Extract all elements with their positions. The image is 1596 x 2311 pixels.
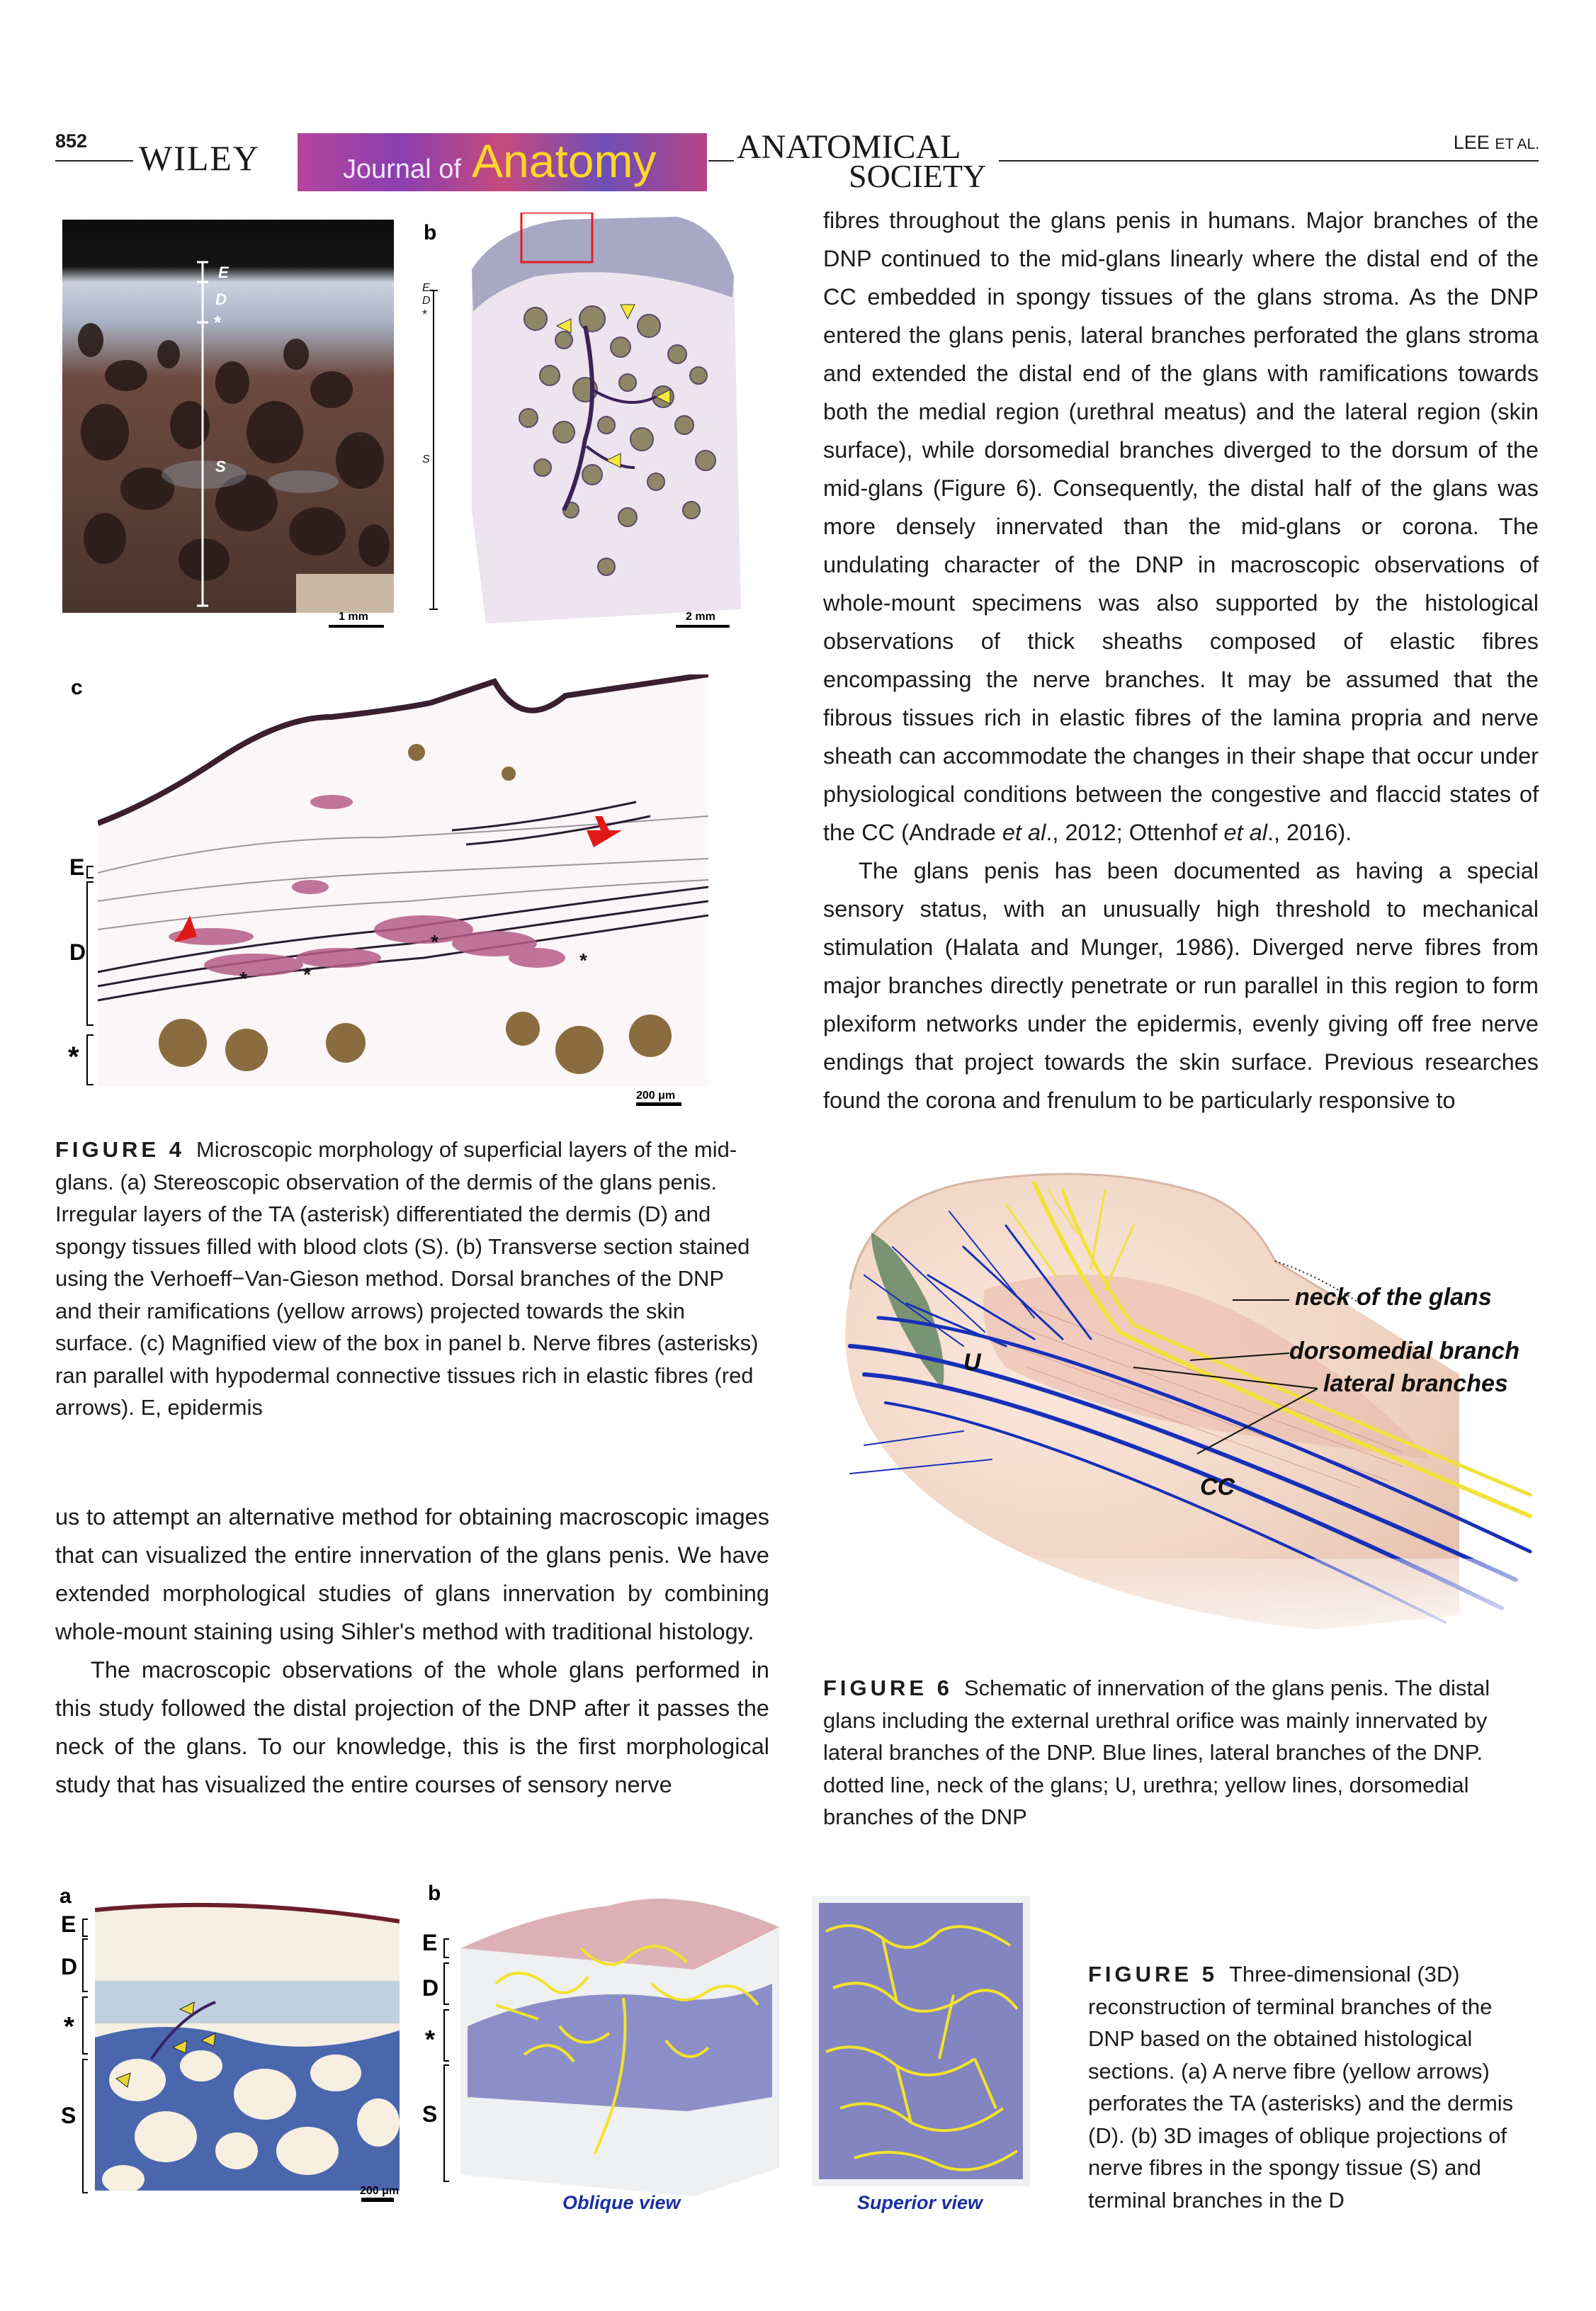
fig5a-bracket-E bbox=[82, 1919, 88, 1937]
fig4b-label-S: S bbox=[422, 453, 430, 465]
fig4-panel-a-image bbox=[62, 220, 394, 613]
fig4c-bracket-E bbox=[86, 866, 94, 878]
fig4c-label-asterisk: * bbox=[68, 1041, 79, 1073]
fig5b-bracket-asterisk bbox=[443, 2009, 449, 2062]
fig5b-label-asterisk: * bbox=[425, 2025, 436, 2054]
vvg-stained-section bbox=[422, 213, 755, 631]
fig5-panel-b-letter: b bbox=[428, 1882, 441, 1905]
fig4a-label-asterisk: * bbox=[214, 312, 222, 333]
glans-innervation-schematic bbox=[822, 1162, 1544, 1644]
fig4c-nerve-asterisk-2: * bbox=[303, 964, 311, 985]
left-column-text bbox=[55, 1498, 769, 1804]
header-rule-left bbox=[55, 160, 133, 162]
header-rule-mid bbox=[708, 160, 734, 162]
figure-5-caption-text: Three-dimensional (3D) reconstruction of terminal branches of the DNP based on the obtained histological sections. (a) A nerve fibre (yellow arrows) perforates the TA (asterisks) and the dermis (D). (b) 3D images of oblique projections of nerve fibres in the spongy tissue (S) and terminal branches in the D bbox=[1088, 1962, 1514, 2213]
label-corpus-cavernosum: CC bbox=[1200, 1474, 1235, 1501]
right-paragraph-1: fibres throughout the glans penis in humans. Major branches of the DNP continued to the mid-glans linearly where the distal end of the CC embedded in spongy tissues of the glans stroma. As the DNP entered the glans penis, lateral branches perforated the glans stroma and extended the distal end of the glans with ramifications towards both the medial region (urethral meatus) and the lateral region (skin surface), while dorsomedial branches diverged to the dorsum of the mid-glans (Figure 6). Consequently, the distal half of the glans was more densely innervated than the mid-glans or corona. The undulating character of the DNP in macroscopic observations of whole-mount specimens was also supported by the histological observations of thick sheaths composed of elastic fibres encompassing the nerve branches. It may be assumed that the fibrous tissues rich in elastic fibres of the lamina propria and nerve sheath can accommodate the changes in their shape that occur under physiological conditions between the congestive and flaccid states of the CC (Andrade et al., 2012; Ottenhof et al., 2016). bbox=[823, 208, 1539, 845]
figure-4-caption-text: Microscopic morphology of superficial layers of the mid-glans. (a) Stereoscopic observation of the dermis of the glans penis. Irregular layers of the TA (asterisk) differentiated the dermis (D) and spongy tissues filled with blood clots (S). (b) Transverse section stained using the Verhoeff−Van-Gieson method. Dorsal branches of the DNP and their ramifications (yellow arrows) projected towards the skin surface. (c) Magnified view of the box in panel b. Nerve fibres (asterisks) ran parallel with hypodermal connective tissues rich in elastic fibres (red arrows). E, epidermis bbox=[55, 1137, 759, 1420]
fig4b-label-D: D bbox=[422, 295, 431, 307]
fig5a-scale-bar bbox=[361, 2198, 394, 2202]
fig4c-nerve-asterisk-3: * bbox=[431, 931, 438, 953]
label-neck-of-glans: neck of the glans bbox=[1295, 1284, 1492, 1311]
fig5b-label-E: E bbox=[422, 1930, 438, 1955]
figure-6-caption-text: Schematic of innervation of the glans penis. The distal glans including the external urethral orifice was mainly innervated by lateral branches of the DNP. Blue lines, lateral branches of the DNP. dotted line, neck of the glans; U, urethra; yellow lines, dorsomedial branches of the DNP bbox=[823, 1676, 1490, 1829]
right-column-text bbox=[823, 201, 1539, 1119]
fig4-panel-c-image bbox=[98, 674, 708, 1087]
figure-4-label: FIGURE 4 bbox=[55, 1137, 185, 1162]
fig4c-label-E: E bbox=[69, 854, 85, 880]
superior-3d-reconstruction bbox=[812, 1896, 1030, 2186]
fig4c-bracket-D bbox=[86, 881, 94, 1026]
fig4c-nerve-asterisk-4: * bbox=[579, 949, 587, 971]
fig4a-scale-bar bbox=[329, 625, 384, 628]
fig4c-label-D: D bbox=[69, 939, 86, 965]
fig4a-scale-text: 1 mm bbox=[339, 611, 368, 623]
fig5a-scale-text: 200 μm bbox=[360, 2185, 400, 2197]
trichrome-section bbox=[95, 1896, 400, 2191]
fig5a-label-E: E bbox=[61, 1911, 77, 1937]
fig4b-label-asterisk: * bbox=[422, 307, 428, 322]
fig4a-label-E: E bbox=[218, 264, 229, 281]
fig4b-label-E: E bbox=[422, 282, 430, 294]
fig5a-bracket-D bbox=[82, 1938, 88, 1992]
label-dorsomedial-branch: dorsomedial branch bbox=[1289, 1338, 1519, 1364]
fig4b-scale-text: 2 mm bbox=[686, 611, 715, 623]
fig5a-label-S: S bbox=[61, 2103, 77, 2128]
fig5b-label-D: D bbox=[422, 1975, 439, 2001]
fig5b-bracket-E bbox=[443, 1938, 449, 1958]
oblique-view-label: Oblique view bbox=[562, 2192, 681, 2213]
magnified-section bbox=[98, 674, 708, 1087]
fig4-panel-b-image bbox=[422, 213, 755, 631]
journal-logo-banner bbox=[298, 133, 707, 191]
superior-view-label: Superior view bbox=[857, 2192, 983, 2213]
label-lateral-branches: lateral branches bbox=[1323, 1370, 1508, 1397]
fig4c-scale-bar bbox=[636, 1102, 681, 1106]
fig4b-scale-bar bbox=[676, 625, 730, 628]
figure-4-caption bbox=[55, 1134, 764, 1424]
fig4-panel-c-letter: c bbox=[71, 676, 83, 699]
fig5-oblique-image bbox=[453, 1885, 786, 2196]
fig5a-bracket-asterisk bbox=[82, 1996, 88, 2055]
page-number: 852 bbox=[55, 130, 88, 152]
label-urethra: U bbox=[963, 1349, 981, 1376]
journal-name: Anatomy bbox=[472, 135, 657, 187]
fig5-superior-image bbox=[812, 1896, 1030, 2186]
fig5-panel-a-image bbox=[95, 1896, 400, 2191]
fig4c-nerve-asterisk-1: * bbox=[239, 968, 247, 990]
fig4c-scale-text: 200 μm bbox=[636, 1090, 676, 1102]
fig5b-bracket-D bbox=[443, 1962, 449, 2005]
figure-6-schematic bbox=[822, 1162, 1544, 1644]
fig5b-label-S: S bbox=[422, 2101, 438, 2127]
fig5a-bracket-S bbox=[82, 2059, 88, 2193]
fig4a-label-D: D bbox=[215, 290, 227, 308]
figure-6-label: FIGURE 6 bbox=[823, 1676, 953, 1700]
fig5-panel-a-letter: a bbox=[60, 1885, 72, 1908]
fig4c-bracket-asterisk bbox=[86, 1034, 94, 1085]
fig5a-label-D: D bbox=[61, 1954, 78, 1979]
figure-5-label: FIGURE 5 bbox=[1088, 1962, 1218, 1987]
figure-5-caption bbox=[1088, 1958, 1539, 2216]
left-paragraph-2: The macroscopic observations of the whole glans performed in this study followed the distal projection of the DNP after it passes the neck of the glans. To our knowledge, this is the first morphological study that has visualized the entire courses of sensory nerve bbox=[55, 1657, 769, 1797]
fig4-panel-b-letter: b bbox=[424, 221, 437, 244]
society-line1: ANATOMICAL bbox=[737, 128, 961, 166]
fig5b-bracket-S bbox=[443, 2064, 449, 2182]
figure-6-caption bbox=[823, 1672, 1539, 1833]
publisher-logo: WILEY bbox=[139, 138, 261, 178]
fig4a-label-S: S bbox=[215, 458, 226, 475]
running-authors: LEE ET AL. bbox=[1453, 132, 1539, 153]
header-rule-right bbox=[999, 160, 1539, 162]
right-paragraph-2: The glans penis has been documented as having a special sensory status, with an unusually high threshold to mechanical stimulation (Halata and Munger, 1986). Diverged nerve fibres from major branches directly penetrate or run parallel in this region to form plexiform networks under the epidermis, evenly giving off free nerve endings that project towards the skin surface. Previous researches found the corona and frenulum to be particularly responsive to bbox=[823, 858, 1539, 1113]
society-line2: SOCIETY bbox=[849, 158, 987, 194]
left-paragraph-1: us to attempt an alternative method for obtaining macroscopic images that can visualized the entire innervation of the glans penis. We have extended morphological studies of glans innervation by combining whole-mount staining using Sihler's method with traditional histology. bbox=[55, 1504, 769, 1644]
journal-prefix: Journal of bbox=[343, 154, 461, 184]
oblique-3d-reconstruction bbox=[453, 1885, 786, 2196]
fig5a-label-asterisk: * bbox=[64, 2012, 74, 2042]
